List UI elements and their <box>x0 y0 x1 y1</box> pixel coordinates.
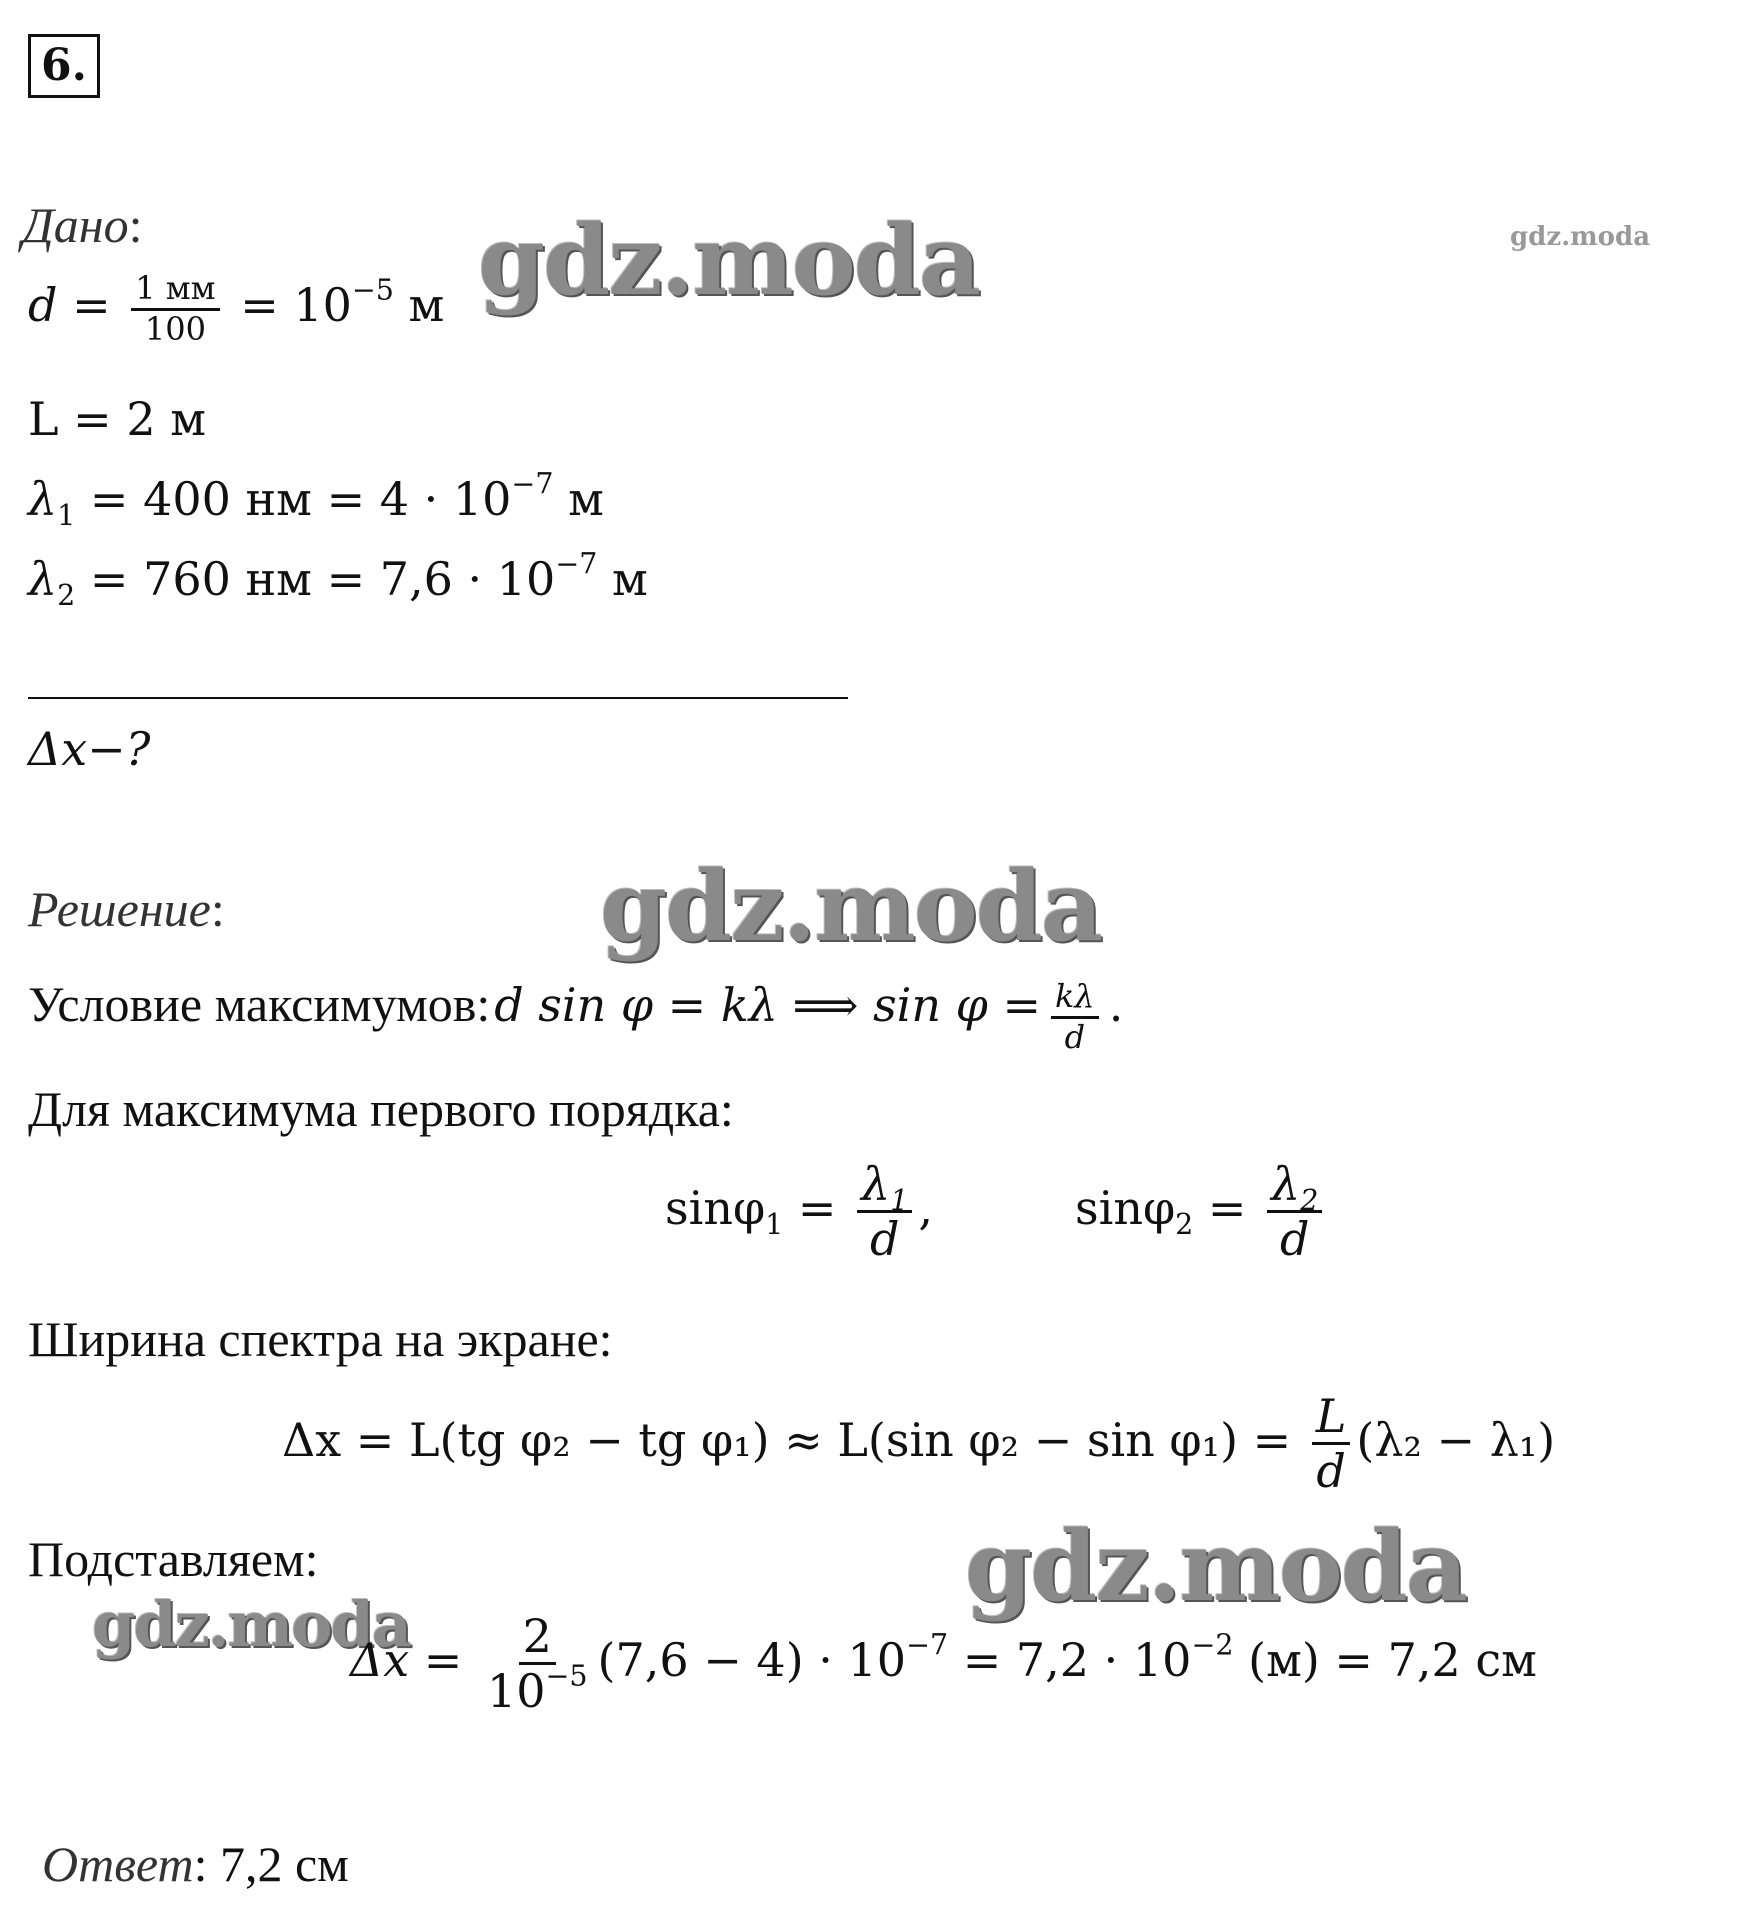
subst-fraction <box>483 1609 592 1719</box>
given-label-text: Дано <box>22 197 129 253</box>
subst-den-exp: −5 <box>545 1659 588 1693</box>
lambda2-unit: м <box>597 552 648 606</box>
watermark-bottom: gdz.moda <box>965 1510 1467 1623</box>
substitute-text: Подставляем: <box>28 1531 319 1587</box>
answer-value: 7,2 см <box>219 1836 349 1892</box>
subst-eq2-exp: −2 <box>1191 1628 1234 1662</box>
maxima-numerator: kλ <box>1051 980 1099 1019</box>
lambda2-symbol: λ <box>28 552 58 606</box>
lambda2-exp: −7 <box>555 547 598 581</box>
sin2-num: λ <box>1271 1157 1301 1211</box>
lambda1-unit: м <box>553 472 604 526</box>
subst-mid-exp: −7 <box>906 1628 949 1662</box>
d-rhs: = 10 <box>240 278 352 333</box>
lambda1-symbol: λ <box>28 472 58 526</box>
lambda1-sub: 1 <box>57 498 76 532</box>
maxima-condition: Условие максимумов: d sin φ = kλ ⟹ sin φ = $\frac{k\lambda}{d}$ . <box>28 976 1124 1056</box>
lambda1-rest: = 400 нм = 4 · 10 <box>75 472 512 526</box>
sin1-den: d <box>870 1212 900 1267</box>
subst-eq2: = 7,2 · 10 <box>948 1632 1192 1687</box>
sin1-num-sub: 1 <box>890 1183 909 1217</box>
width-text: Ширина спектра на экране: <box>28 1311 613 1367</box>
sin1-num: λ <box>861 1157 891 1211</box>
d-denominator: 100 <box>144 309 206 348</box>
given-d <box>28 269 445 348</box>
width-expression: Δx = L(tg φ₂ − tg φ₁) ≈ L(sin φ₂ − sin φ₁) = <box>282 1412 1292 1467</box>
given-L: L = 2 м <box>28 392 207 446</box>
d-exponent: −5 <box>351 273 394 307</box>
width-fraction <box>1312 1389 1351 1499</box>
watermark-small: gdz.moda <box>1510 222 1651 252</box>
width-tail: (λ₂ − λ₁) <box>1356 1412 1556 1467</box>
sin2-formula <box>1075 1157 1328 1267</box>
answer: Ответ: 7,2 см <box>42 1836 349 1892</box>
sin2-eq: = <box>1193 1180 1247 1235</box>
sin1-lhs: sinφ <box>665 1180 766 1235</box>
watermark-middle: gdz.moda <box>600 850 1102 963</box>
width-num: L <box>1312 1392 1351 1445</box>
d-fraction <box>131 269 219 348</box>
subst-end: (м) = 7,2 см <box>1233 1632 1537 1687</box>
width-den: d <box>1316 1444 1346 1499</box>
sin2-lhs: sinφ <box>1075 1180 1176 1235</box>
sin2-fraction <box>1267 1157 1322 1267</box>
lambda2-rest: = 760 нм = 7,6 · 10 <box>75 552 556 606</box>
lambda1-exp: −7 <box>511 467 554 501</box>
watermark-left: gdz.moda <box>92 1588 410 1661</box>
d-lhs: d = <box>28 278 111 333</box>
watermark-top: gdz.moda <box>478 204 980 317</box>
subst-mid: (7,6 − 4) · 10 <box>597 1632 907 1687</box>
maxima-fraction <box>1051 977 1099 1056</box>
subst-num: 2 <box>519 1612 556 1665</box>
given-lambda1 <box>28 467 604 532</box>
sin2-den: d <box>1280 1212 1310 1267</box>
width-formula <box>282 1389 1556 1499</box>
sin1-fraction <box>857 1157 912 1267</box>
substitute-formula <box>350 1609 1537 1719</box>
find-delta-x: Δx−? <box>28 722 151 776</box>
subst-lhs: Δx = <box>350 1632 463 1687</box>
maxima-denominator: d <box>1064 1017 1086 1056</box>
maxima-formula: d sin φ = kλ ⟹ sin φ = <box>494 978 1042 1032</box>
lambda2-sub: 2 <box>57 578 76 612</box>
sin1-eq: = <box>783 1180 837 1235</box>
sin1-sub: 1 <box>765 1207 784 1241</box>
d-numerator: 1 мм <box>131 272 219 311</box>
given-lambda2 <box>28 547 648 612</box>
sin1-formula: sinφ$_1$ = $\frac{\lambda_1}{d}$ , <box>665 1157 934 1267</box>
given-divider <box>28 697 848 699</box>
subst-den: 10 <box>486 1664 546 1719</box>
sin2-sub: 2 <box>1175 1207 1194 1241</box>
solution-label: Решение: <box>28 881 225 937</box>
solution-label-text: Решение <box>28 881 211 937</box>
sin2-num-sub: 2 <box>1300 1183 1319 1217</box>
answer-label: Ответ <box>42 1836 194 1892</box>
given-label: Дано: <box>22 197 143 253</box>
d-unit: м <box>393 278 445 333</box>
maxima-text: Условие максимумов: <box>28 976 491 1032</box>
problem-number: 6. <box>28 34 100 98</box>
first-order-text: Для максимума первого порядка: <box>28 1081 734 1137</box>
